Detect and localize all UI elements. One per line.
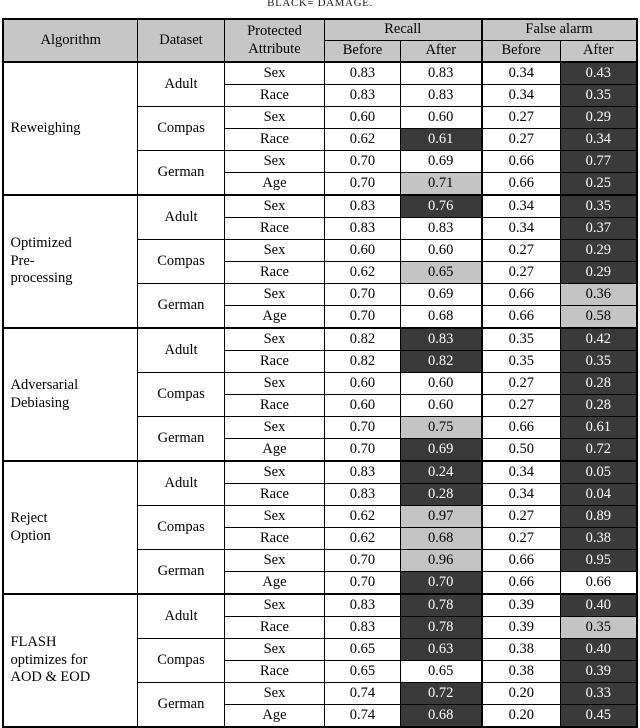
false-alarm-after-cell: 0.28 — [561, 373, 637, 395]
false-alarm-after-cell: 0.58 — [561, 306, 637, 329]
false-alarm-before-cell: 0.34 — [482, 484, 561, 506]
header-recall-before: Before — [324, 41, 400, 63]
protected-attribute-cell: Sex — [224, 195, 324, 218]
recall-before-cell: 0.83 — [324, 484, 400, 506]
false-alarm-after-cell: 0.25 — [561, 173, 637, 196]
false-alarm-after-cell: 0.38 — [561, 528, 637, 550]
header-dataset: Dataset — [137, 19, 224, 62]
recall-after-cell: 0.61 — [400, 129, 481, 151]
dataset-name: German — [137, 284, 224, 329]
protected-attribute-cell: Race — [224, 262, 324, 284]
false-alarm-after-cell: 0.45 — [561, 705, 637, 728]
recall-after-cell: 0.65 — [400, 661, 481, 683]
false-alarm-before-cell: 0.27 — [482, 395, 561, 417]
recall-before-cell: 0.62 — [324, 506, 400, 528]
recall-before-cell: 0.82 — [324, 351, 400, 373]
false-alarm-after-cell: 0.40 — [561, 639, 637, 661]
recall-before-cell: 0.70 — [324, 284, 400, 306]
recall-before-cell: 0.60 — [324, 107, 400, 129]
header-false-alarm-after: After — [561, 41, 637, 63]
algorithm-name — [3, 328, 137, 461]
dataset-name: Adult — [137, 195, 224, 240]
protected-attribute-cell: Race — [224, 395, 324, 417]
dataset-name: German — [137, 151, 224, 196]
dataset-name: Compas — [137, 373, 224, 417]
recall-after-cell: 0.76 — [400, 195, 481, 218]
table-caption: BLACK= DAMAGE. — [267, 0, 373, 9]
protected-attribute-cell: Age — [224, 439, 324, 462]
false-alarm-before-cell: 0.39 — [482, 617, 561, 639]
algorithm-name-line: Reject — [10, 510, 48, 527]
recall-before-cell: 0.62 — [324, 528, 400, 550]
recall-after-cell: 0.63 — [400, 639, 481, 661]
recall-after-cell: 0.83 — [400, 85, 481, 107]
protected-attribute-cell: Race — [224, 85, 324, 107]
protected-attribute-cell: Sex — [224, 594, 324, 617]
false-alarm-before-cell: 0.38 — [482, 661, 561, 683]
dataset-name: Compas — [137, 107, 224, 151]
false-alarm-after-cell: 0.42 — [561, 328, 637, 351]
recall-before-cell: 0.60 — [324, 395, 400, 417]
results-table — [2, 18, 637, 728]
algorithm-name-line: Adversarial — [10, 377, 79, 394]
false-alarm-after-cell: 0.29 — [561, 240, 637, 262]
protected-attribute-cell: Sex — [224, 506, 324, 528]
protected-attribute-cell: Age — [224, 306, 324, 329]
recall-after-cell: 0.70 — [400, 572, 481, 595]
protected-attribute-cell: Sex — [224, 107, 324, 129]
protected-attribute-cell: Race — [224, 129, 324, 151]
recall-after-cell: 0.65 — [400, 262, 481, 284]
protected-attribute-cell: Sex — [224, 639, 324, 661]
recall-after-cell: 0.60 — [400, 373, 481, 395]
algorithm-name-line: FLASH — [10, 634, 57, 651]
recall-before-cell: 0.70 — [324, 417, 400, 439]
false-alarm-before-cell: 0.66 — [482, 306, 561, 329]
table-row — [3, 62, 636, 85]
false-alarm-after-cell: 0.77 — [561, 151, 637, 173]
protected-attribute-cell: Sex — [224, 284, 324, 306]
false-alarm-before-cell: 0.38 — [482, 639, 561, 661]
false-alarm-after-cell: 0.40 — [561, 594, 637, 617]
false-alarm-before-cell: 0.35 — [482, 328, 561, 351]
dataset-name: Adult — [137, 594, 224, 639]
false-alarm-before-cell: 0.34 — [482, 218, 561, 240]
header-protected-attribute — [224, 19, 324, 62]
false-alarm-after-cell: 0.72 — [561, 439, 637, 462]
protected-attribute-cell: Sex — [224, 328, 324, 351]
dataset-name: Compas — [137, 506, 224, 550]
recall-before-cell: 0.83 — [324, 461, 400, 484]
recall-after-cell: 0.60 — [400, 240, 481, 262]
false-alarm-before-cell: 0.34 — [482, 195, 561, 218]
recall-after-cell: 0.72 — [400, 683, 481, 705]
false-alarm-after-cell: 0.39 — [561, 661, 637, 683]
recall-after-cell: 0.75 — [400, 417, 481, 439]
false-alarm-after-cell: 0.29 — [561, 262, 637, 284]
algorithm-name-line: Optimized — [10, 235, 72, 252]
false-alarm-before-cell: 0.27 — [482, 262, 561, 284]
recall-before-cell: 0.70 — [324, 173, 400, 196]
recall-before-cell: 0.83 — [324, 195, 400, 218]
false-alarm-before-cell: 0.27 — [482, 129, 561, 151]
protected-attribute-cell: Sex — [224, 240, 324, 262]
false-alarm-before-cell: 0.20 — [482, 705, 561, 728]
recall-before-cell: 0.82 — [324, 328, 400, 351]
header-row-1 — [3, 19, 636, 41]
protected-attribute-cell: Sex — [224, 151, 324, 173]
dataset-name: German — [137, 683, 224, 728]
recall-after-cell: 0.69 — [400, 439, 481, 462]
recall-before-cell: 0.65 — [324, 661, 400, 683]
recall-before-cell: 0.62 — [324, 129, 400, 151]
header-recall-after: After — [400, 41, 481, 63]
table-row — [3, 461, 636, 484]
dataset-name: Adult — [137, 62, 224, 107]
header-protected-line2: Attribute — [248, 40, 301, 57]
recall-after-cell: 0.78 — [400, 617, 481, 639]
dataset-name: Adult — [137, 328, 224, 373]
algorithm-name — [3, 195, 137, 328]
protected-attribute-cell: Race — [224, 617, 324, 639]
false-alarm-after-cell: 0.66 — [561, 572, 637, 595]
recall-before-cell: 0.62 — [324, 262, 400, 284]
recall-before-cell: 0.70 — [324, 306, 400, 329]
header-false-alarm: False alarm — [482, 19, 637, 41]
recall-after-cell: 0.68 — [400, 528, 481, 550]
algorithm-name-line: Debiasing — [10, 394, 70, 411]
protected-attribute-cell: Sex — [224, 683, 324, 705]
false-alarm-before-cell: 0.27 — [482, 528, 561, 550]
recall-after-cell: 0.97 — [400, 506, 481, 528]
false-alarm-after-cell: 0.35 — [561, 617, 637, 639]
protected-attribute-cell: Sex — [224, 550, 324, 572]
recall-after-cell: 0.83 — [400, 218, 481, 240]
protected-attribute-cell: Sex — [224, 461, 324, 484]
false-alarm-after-cell: 0.35 — [561, 195, 637, 218]
false-alarm-before-cell: 0.66 — [482, 550, 561, 572]
table-row — [3, 594, 636, 617]
false-alarm-before-cell: 0.50 — [482, 439, 561, 462]
header-false-alarm-before: Before — [482, 41, 561, 63]
recall-before-cell: 0.60 — [324, 240, 400, 262]
algorithm-name-line: Option — [10, 527, 51, 544]
recall-after-cell: 0.69 — [400, 284, 481, 306]
false-alarm-before-cell: 0.66 — [482, 572, 561, 595]
false-alarm-before-cell: 0.27 — [482, 240, 561, 262]
algorithm-name-line: processing — [10, 270, 73, 287]
recall-after-cell: 0.60 — [400, 107, 481, 129]
recall-after-cell: 0.83 — [400, 328, 481, 351]
false-alarm-after-cell: 0.04 — [561, 484, 637, 506]
false-alarm-after-cell: 0.36 — [561, 284, 637, 306]
false-alarm-before-cell: 0.34 — [482, 62, 561, 85]
recall-before-cell: 0.70 — [324, 151, 400, 173]
false-alarm-after-cell: 0.95 — [561, 550, 637, 572]
recall-after-cell: 0.24 — [400, 461, 481, 484]
recall-before-cell: 0.83 — [324, 594, 400, 617]
false-alarm-before-cell: 0.66 — [482, 284, 561, 306]
recall-before-cell: 0.60 — [324, 373, 400, 395]
protected-attribute-cell: Sex — [224, 373, 324, 395]
recall-before-cell: 0.70 — [324, 550, 400, 572]
algorithm-name — [3, 594, 137, 727]
dataset-name: German — [137, 550, 224, 595]
recall-after-cell: 0.78 — [400, 594, 481, 617]
false-alarm-before-cell: 0.34 — [482, 461, 561, 484]
recall-before-cell: 0.83 — [324, 218, 400, 240]
recall-after-cell: 0.68 — [400, 306, 481, 329]
table-row — [3, 195, 636, 218]
recall-after-cell: 0.28 — [400, 484, 481, 506]
protected-attribute-cell: Sex — [224, 417, 324, 439]
protected-attribute-cell: Race — [224, 351, 324, 373]
false-alarm-after-cell: 0.35 — [561, 85, 637, 107]
false-alarm-after-cell: 0.29 — [561, 107, 637, 129]
false-alarm-before-cell: 0.39 — [482, 594, 561, 617]
recall-before-cell: 0.83 — [324, 617, 400, 639]
dataset-name: Compas — [137, 639, 224, 683]
false-alarm-before-cell: 0.34 — [482, 85, 561, 107]
false-alarm-after-cell: 0.37 — [561, 218, 637, 240]
algorithm-name-line: optimizes for — [10, 651, 88, 668]
algorithm-name-line: Reweighing — [10, 119, 81, 136]
protected-attribute-cell: Age — [224, 173, 324, 196]
recall-before-cell: 0.83 — [324, 85, 400, 107]
recall-before-cell: 0.70 — [324, 439, 400, 462]
recall-before-cell: 0.74 — [324, 705, 400, 728]
false-alarm-before-cell: 0.66 — [482, 173, 561, 196]
false-alarm-after-cell: 0.35 — [561, 351, 637, 373]
algorithm-name — [3, 62, 137, 195]
dataset-name: Adult — [137, 461, 224, 506]
protected-attribute-cell: Race — [224, 528, 324, 550]
recall-before-cell: 0.74 — [324, 683, 400, 705]
false-alarm-after-cell: 0.43 — [561, 62, 637, 85]
recall-before-cell: 0.83 — [324, 62, 400, 85]
false-alarm-after-cell: 0.89 — [561, 506, 637, 528]
false-alarm-before-cell: 0.35 — [482, 351, 561, 373]
protected-attribute-cell: Race — [224, 484, 324, 506]
protected-attribute-cell: Age — [224, 705, 324, 728]
recall-after-cell: 0.71 — [400, 173, 481, 196]
false-alarm-after-cell: 0.05 — [561, 461, 637, 484]
protected-attribute-cell: Race — [224, 661, 324, 683]
header-algorithm: Algorithm — [3, 19, 137, 62]
recall-after-cell: 0.69 — [400, 151, 481, 173]
header-protected-line1: Protected — [247, 23, 302, 40]
recall-after-cell: 0.96 — [400, 550, 481, 572]
results-table-body — [3, 62, 636, 727]
false-alarm-after-cell: 0.61 — [561, 417, 637, 439]
false-alarm-before-cell: 0.66 — [482, 151, 561, 173]
false-alarm-before-cell: 0.27 — [482, 373, 561, 395]
false-alarm-before-cell: 0.27 — [482, 506, 561, 528]
false-alarm-before-cell: 0.20 — [482, 683, 561, 705]
algorithm-name-line: AOD & EOD — [10, 669, 91, 686]
protected-attribute-cell: Sex — [224, 62, 324, 85]
table-header — [3, 19, 636, 62]
recall-before-cell: 0.70 — [324, 572, 400, 595]
recall-after-cell: 0.60 — [400, 395, 481, 417]
recall-after-cell: 0.68 — [400, 705, 481, 728]
algorithm-name-line: Pre- — [10, 252, 35, 269]
false-alarm-after-cell: 0.33 — [561, 683, 637, 705]
recall-after-cell: 0.82 — [400, 351, 481, 373]
dataset-name: Compas — [137, 240, 224, 284]
protected-attribute-cell: Race — [224, 218, 324, 240]
false-alarm-before-cell: 0.27 — [482, 107, 561, 129]
protected-attribute-cell: Age — [224, 572, 324, 595]
table-row — [3, 328, 636, 351]
header-recall: Recall — [324, 19, 481, 41]
false-alarm-after-cell: 0.28 — [561, 395, 637, 417]
false-alarm-after-cell: 0.34 — [561, 129, 637, 151]
recall-after-cell: 0.83 — [400, 62, 481, 85]
algorithm-name — [3, 461, 137, 594]
recall-before-cell: 0.65 — [324, 639, 400, 661]
dataset-name: German — [137, 417, 224, 462]
false-alarm-before-cell: 0.66 — [482, 417, 561, 439]
